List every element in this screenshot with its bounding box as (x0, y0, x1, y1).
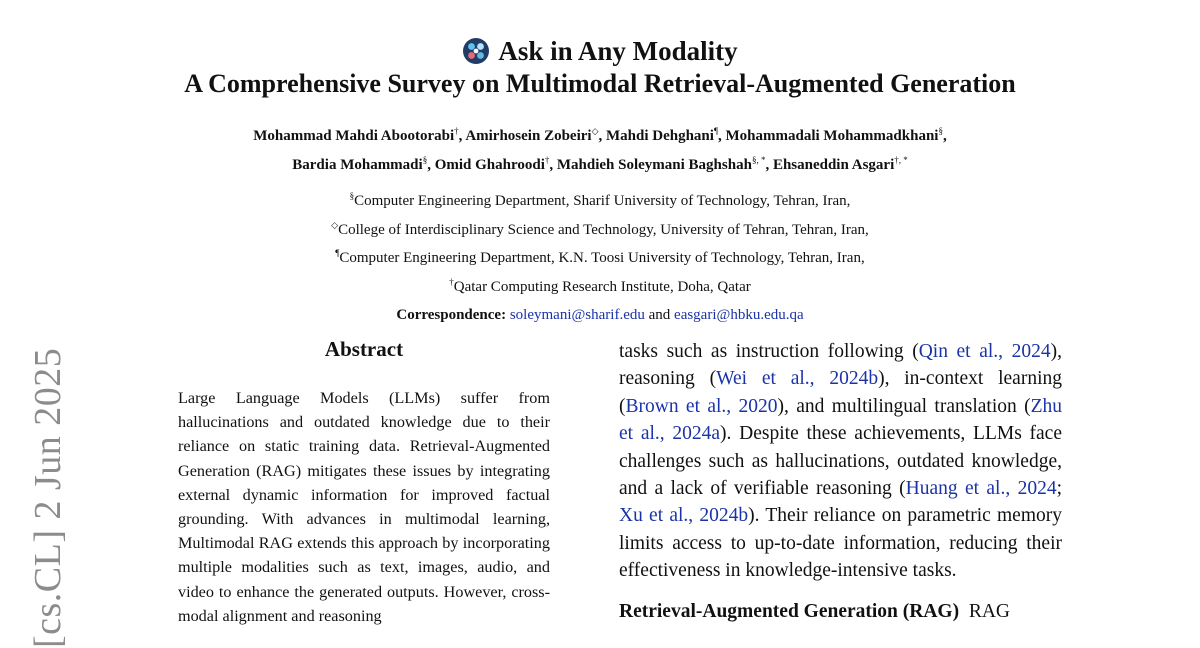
affiliation-line (0, 216, 1200, 245)
affiliation-mark: ¶ (335, 248, 340, 258)
intro-text: ; (1056, 478, 1062, 500)
author-mark: § (938, 126, 943, 136)
intro-text: tasks such as instruction following ( (619, 341, 919, 362)
author-mark: † (454, 126, 459, 136)
intro-text: ), and multilingual translation ( (777, 395, 1031, 417)
affiliations (0, 187, 1200, 330)
affiliation-mark: § (349, 191, 355, 201)
arxiv-stamp: [cs.CL] 2 Jun 2025 (27, 347, 69, 648)
affiliation-text: Qatar Computing Research Institute, Doha, Qatar (453, 278, 751, 295)
intro-text: ), reasoning ( (619, 341, 1062, 390)
author-line-1: Mohammad Mahdi Abootorabi†, Amirhosein Zobeiri◇, Mahdi Dehghani¶, Mohammadali Mohammadkhani§, (253, 126, 947, 144)
author-name: Omid Ghahroodi (434, 157, 545, 173)
citation-link[interactable]: Zhu et al., 2024a (619, 395, 1062, 445)
multimodal-logo-icon (462, 37, 490, 65)
citation-link[interactable]: Wei et al., 2024b (716, 368, 879, 390)
intro-paragraph (619, 338, 1062, 585)
author-name: Amirhosein Zobeiri (465, 128, 592, 144)
affiliation-mark: † (449, 276, 454, 287)
correspondence-and: and (648, 307, 671, 323)
correspondence-label: Correspondence: (396, 307, 507, 323)
author-mark: § (422, 155, 428, 165)
citation-link[interactable]: Huang et al., 2024 (905, 478, 1057, 500)
abstract-heading: Abstract (324, 337, 404, 361)
affiliation-line (0, 187, 1200, 216)
author-mark: †, * (894, 155, 908, 165)
author-mark: ¶ (713, 126, 719, 136)
affiliation-text: College of Interdisciplinary Science and Technology, University of Tehran, Tehran, Iran, (338, 221, 869, 238)
rag-section-start (619, 598, 1062, 625)
correspondence-line (0, 301, 1200, 330)
affiliation-text: Computer Engineering Department, Sharif University of Technology, Tehran, Iran, (354, 193, 851, 209)
paper-title-full: A Comprehensive Survey on Multimodal Retrieval-Augmented Generation (184, 69, 1016, 98)
author-name: Bardia Mohammadi (292, 157, 423, 173)
intro-text: ). Despite these achievements, LLMs face challenges such as hallucinations, outdated knowledge, and a lack of verifiable reasoning ( (619, 423, 1062, 500)
author-mark: ◇ (591, 126, 599, 136)
intro-text: ), in-context learning ( (619, 368, 1062, 417)
affiliation-line (0, 244, 1200, 273)
author-line-2: Bardia Mohammadi§, Omid Ghahroodi†, Mahdieh Soleymani Baghshah§, *, Ehsaneddin Asgari†, * (292, 155, 908, 173)
email-link-asgari[interactable]: easgari@hbku.edu.qa (674, 307, 804, 323)
section-heading: Retrieval-Augmented Generation (RAG) (619, 600, 960, 622)
title-line-1 (0, 34, 1200, 68)
intro-text: ). Their reliance on parametric memory limits access to up-to-date information, reducing their effectiveness in knowledge-intensive tasks. (619, 505, 1062, 582)
author-name: Mohammad Mahdi Abootorabi (253, 128, 455, 144)
email-link-soleymani[interactable]: soleymani@sharif.edu (509, 307, 645, 323)
paper-title-short: Ask in Any Modality (498, 36, 738, 66)
section-text: RAG (968, 600, 1011, 622)
affiliation-line (0, 273, 1200, 302)
author-list (0, 122, 1200, 180)
affiliation-text: Computer Engineering Department, K.N. Toosi University of Technology, Tehran, Iran, (339, 250, 865, 266)
citation-link[interactable]: Qin et al., 2024 (918, 341, 1051, 362)
author-mark: §, * (751, 155, 766, 165)
author-name: Mohammadali Mohammadkhani (725, 128, 939, 144)
citation-link[interactable]: Brown et al., 2020 (625, 395, 778, 417)
affiliation-mark: ◇ (331, 219, 339, 230)
abstract-body: Large Language Models (LLMs) suffer from hallucinations and outdated knowledge due to their reliance on static training data. Retrieval-Augmented Generation (RAG) mitigates these issues by integrating external dynamic information for improved factual grounding. With advances in multimodal learning, Multimodal RAG extends this approach by incorporating multiple modalities such as text, images, audio, and video to enhance the generated outputs. However, cross-modal alignment and reasoning (178, 389, 550, 625)
title-block (0, 34, 1200, 100)
author-name: Mahdieh Soleymani Baghshah (556, 157, 752, 173)
author-mark: † (544, 155, 550, 165)
author-name: Mahdi Dehghani (605, 128, 714, 144)
citation-link[interactable]: Xu et al., 2024b (619, 505, 749, 527)
intro-column (619, 338, 1062, 625)
author-name: Ehsaneddin Asgari (772, 157, 895, 173)
